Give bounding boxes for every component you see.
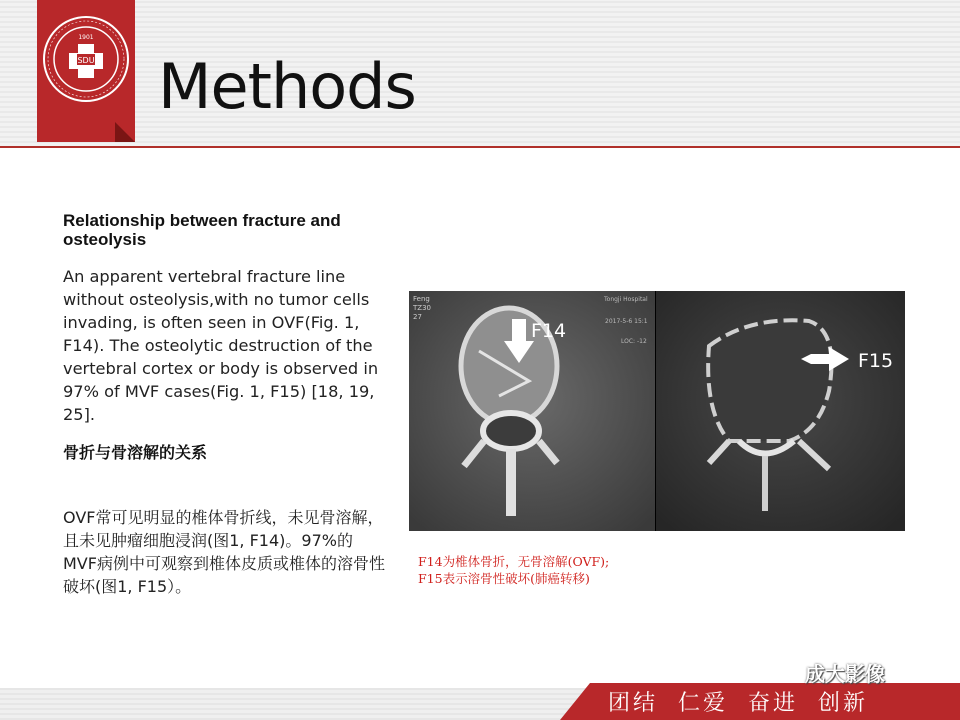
header-divider <box>0 146 960 148</box>
logo-year: 1901 <box>78 34 94 41</box>
ribbon-fold <box>115 122 135 142</box>
overlay-left-2: TZ30 <box>413 304 431 312</box>
ct-scan-right <box>656 291 905 531</box>
body-text-cn: OVF常可见明显的椎体骨折线，未见骨溶解，且未见肿瘤细胞浸润(图1, F14)。97%的MVF病例中可观察到椎体皮质或椎体的溶骨性破坏(图1, F15）。 <box>63 508 385 596</box>
overlay-left-3: 27 <box>413 313 422 321</box>
overlay-right-2: 2017-5-6 15:1 <box>605 318 648 325</box>
figure-caption <box>418 553 609 587</box>
section-heading-cn: 骨折与骨溶解的关系 <box>63 443 208 462</box>
overlay-right-3: LOC: -12 <box>621 338 647 345</box>
header-band <box>0 0 960 148</box>
hospital-logo <box>41 14 131 104</box>
watermark: 成大影像 <box>805 662 885 686</box>
figure-label-f14: F14 <box>531 320 567 342</box>
caption-line-2: F15表示溶骨性破坏(肺癌转移) <box>418 571 590 586</box>
section-heading-en: Relationship between fracture and osteolysis <box>63 211 341 249</box>
body-text-en: An apparent vertebral fracture line without osteolysis,with no tumor cells invading, is often seen in OVF(Fig. 1, F14). The osteolytic destruction of the vertebral cortex or body is observed in 97% of MVF cases(Fig. 1, F15) [18, 19, 25]. <box>63 267 379 424</box>
footer-motto: 团结 仁爱 奋进 创新 <box>608 691 868 716</box>
ct-figure <box>409 291 905 531</box>
overlay-left-1: Feng <box>413 295 430 303</box>
page-title: Methods <box>158 50 416 123</box>
ct-scan-left <box>409 291 655 531</box>
wechat-icon <box>780 662 804 682</box>
figure-label-f15: F15 <box>858 350 894 372</box>
logo-initials: SDU <box>77 56 95 65</box>
overlay-right-1: Tongji Hospital <box>604 296 648 303</box>
caption-line-1: F14为椎体骨折，无骨溶解(OVF); <box>418 554 610 569</box>
